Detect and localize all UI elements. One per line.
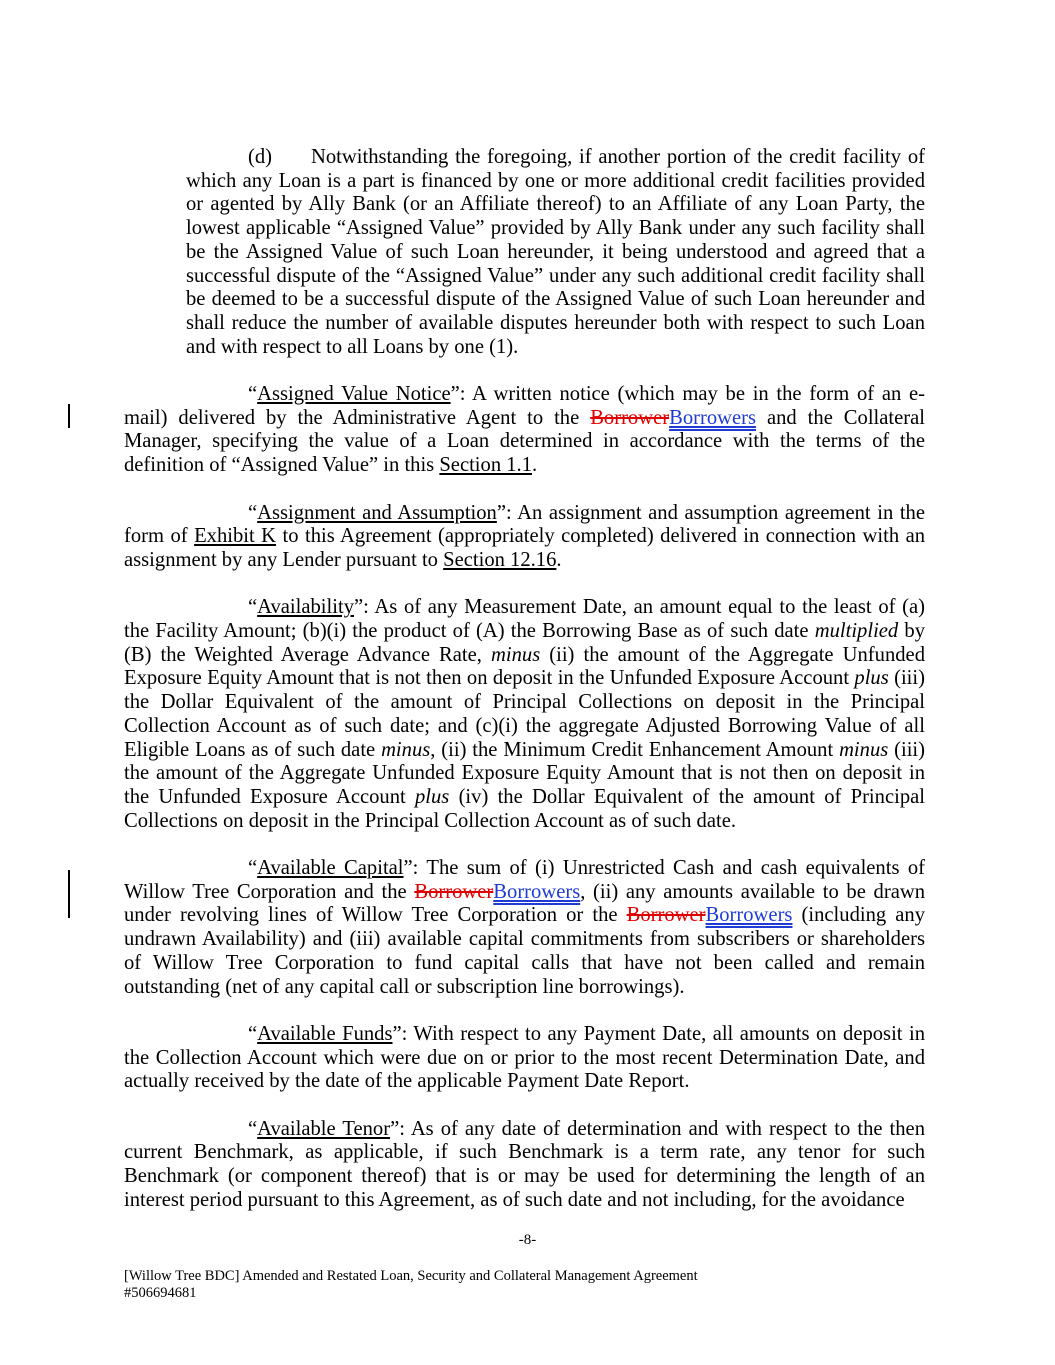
- text-run: “: [248, 857, 258, 880]
- underlined-term: Exhibit K: [194, 525, 277, 548]
- text-run: and the Collateral Manager, specifying the value of a Loan determined in accordance with the terms of the definition of “Assigned Value” in this: [124, 406, 925, 477]
- text-run: (iii) the amount of the Aggregate Unfunded Exposure Equity Amount that is not then on deposit in the Unfunded Exposure Account: [124, 738, 926, 808]
- underlined-term: Assigned Value Notice: [257, 383, 451, 406]
- text-run: (iv) the Dollar Equivalent of the amount of Principal Collections on deposit in the Principal Collection Account as of such date.: [124, 785, 925, 832]
- definition-availability: [124, 596, 925, 833]
- underlined-term: Available Funds: [257, 1022, 393, 1045]
- inserted-text: Borrowers: [705, 904, 793, 927]
- text-run: “: [248, 1117, 258, 1140]
- text-run: (iii) the Dollar Equivalent of the amount of Principal Collections on deposit in the Principal Collection Account as of such date; and (c)(i) the aggregate Adjusted Borrowing Value of all Eligible Loans as of such date: [124, 667, 925, 761]
- change-bar: [68, 870, 70, 918]
- text-run: ”: An assignment and assumption agreement in the form of: [124, 501, 925, 548]
- text-run: “: [248, 596, 258, 619]
- text-run: .: [532, 454, 538, 477]
- page-number: -8-: [518, 1232, 537, 1248]
- text-run: Notwithstanding the foregoing, if another portion of the credit facility of which any Loan is a part is financed by one or more additional credit facilities provided or agented by Ally Bank (or an Affiliate thereof) to an Affiliate of any Loan Party, the lowest applicable “Assigned Value” provided by Ally Bank under any such facility shall be the Assigned Value of such Loan hereunder, it being understood and agreed that a successful dispute of the “Assigned Value” under any such additional credit facility shall be deemed to be a successful dispute of the Assigned Value of such Loan hereunder and shall reduce the number of available disputes hereunder both with respect to such Loan and with respect to all Loans by one (1).: [186, 146, 925, 358]
- italic-term: minus: [381, 738, 431, 761]
- text-run: to this Agreement (appropriately completed) delivered in connection with an assignment by any Lender pursuant to: [124, 525, 926, 571]
- text-run: by (B) the Weighted Average Advance Rate,: [124, 620, 925, 666]
- underlined-term: Section 12.16: [443, 548, 557, 571]
- document-body: [124, 146, 925, 1236]
- underlined-term: Available Capital: [257, 857, 404, 880]
- underlined-term: Assignment and Assumption: [257, 501, 497, 524]
- text-run: “: [248, 383, 258, 406]
- change-bar: [68, 404, 70, 428]
- definition-assigned-value-notice: [124, 383, 925, 478]
- definition-available-funds: [124, 1023, 925, 1094]
- clause-label: (d): [248, 146, 273, 168]
- underlined-term: Section 1.1: [439, 454, 533, 477]
- text-run: , (ii) any amounts available to be drawn under revolving lines of Willow Tree Corporation or the: [124, 880, 925, 927]
- text-run: ”: As of any Measurement Date, an amount equal to the least of (a) the Facility Amount; (b)(i) the product of (A) the Borrowing Base as of such date: [124, 596, 925, 643]
- text-run: ”: As of any date of determination and with respect to the then current Benchmark, as applicable, if such Benchmark is a term rate, any tenor for such Benchmark (or component thereof) that is or may be used for determining the length of an interest period pursuant to this Agreement, as of such date and not including, for the avoidance: [124, 1117, 925, 1211]
- italic-term: plus: [414, 785, 450, 808]
- italic-term: minus: [839, 738, 889, 761]
- deleted-text: Borrower: [590, 406, 670, 429]
- text-run: “: [248, 1022, 258, 1045]
- footer: [124, 1268, 698, 1301]
- deleted-text: Borrower: [414, 880, 494, 903]
- text-run: “: [248, 501, 258, 524]
- text-run: .: [556, 548, 562, 571]
- italic-term: minus: [491, 643, 541, 666]
- underlined-term: Available Tenor: [257, 1117, 391, 1140]
- definition-available-capital: [124, 857, 925, 999]
- text-run: (ii) the amount of the Aggregate Unfunded Exposure Equity Amount that is not then on deposit in the Unfunded Exposure Account: [124, 643, 925, 690]
- text-run: (including any undrawn Availability) and (iii) available capital commitments from subscribers or shareholders of Willow Tree Corporation to fund capital calls that have not been called and remain outstanding (net of any capital call or subscription line borrowings).: [124, 904, 925, 998]
- text-run: ”: With respect to any Payment Date, all amounts on deposit in the Collection Account which were due on or prior to the most recent Determination Date, and actually received by the date of the applicable Payment Date Report.: [124, 1022, 925, 1093]
- italic-term: plus: [854, 667, 889, 690]
- footer-doc-id: #506694681: [124, 1284, 197, 1301]
- deleted-text: Borrower: [626, 904, 706, 927]
- definition-assignment-and-assumption: [124, 502, 925, 573]
- footer-title: [Willow Tree BDC] Amended and Restated Loan, Security and Collateral Management Agreement: [124, 1268, 698, 1284]
- italic-term: multiplied: [814, 620, 899, 643]
- paragraph-d: [186, 146, 925, 359]
- text-run: ”: A written notice (which may be in the form of an e-mail) delivered by the Administrative Agent to the: [124, 383, 925, 429]
- text-run: , (ii) the Minimum Credit Enhancement Amount: [430, 738, 840, 761]
- underlined-term: Availability: [257, 596, 354, 619]
- definition-available-tenor: [124, 1118, 925, 1213]
- text-run: ”: The sum of (i) Unrestricted Cash and cash equivalents of Willow Tree Corporation and the: [124, 857, 925, 903]
- inserted-text: Borrowers: [669, 406, 757, 429]
- inserted-text: Borrowers: [493, 880, 581, 903]
